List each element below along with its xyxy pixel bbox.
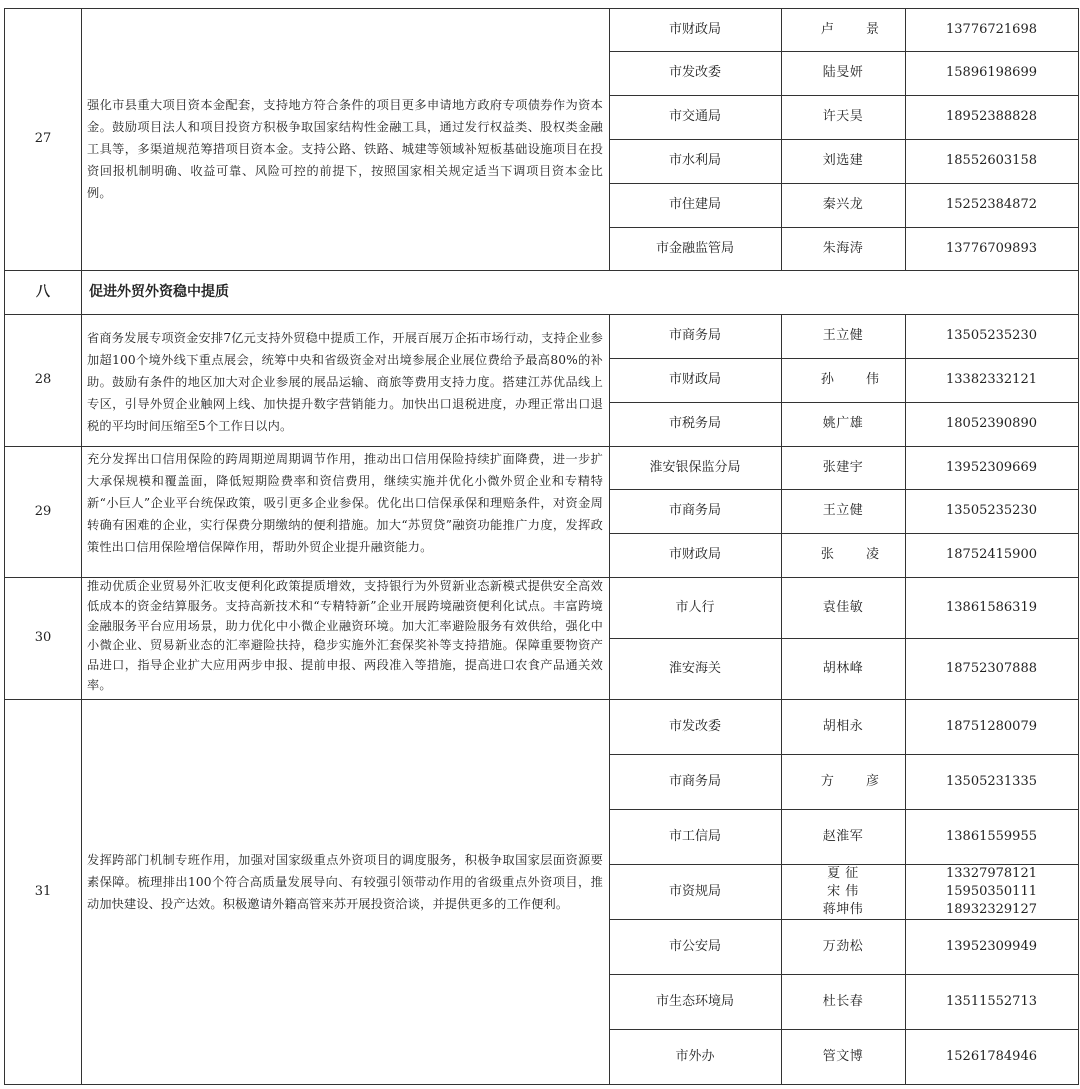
phone-number: 13861586319 bbox=[946, 599, 1037, 615]
phone-number: 18552603158 bbox=[946, 153, 1037, 168]
department: 市交通局 bbox=[668, 109, 721, 124]
department: 市发改委 bbox=[668, 65, 721, 80]
contact-name: 夏 征 bbox=[827, 865, 859, 881]
phone-number: 18932329127 bbox=[946, 901, 1037, 917]
contact-name: 胡相永 bbox=[822, 718, 864, 734]
row-number: 28 bbox=[34, 372, 52, 387]
phone-number: 15252384872 bbox=[946, 197, 1037, 212]
contact-name: 陆旻妍 bbox=[822, 65, 864, 80]
department: 市水利局 bbox=[668, 153, 721, 168]
contact-name: 宋 伟 bbox=[827, 883, 859, 899]
department: 市发改委 bbox=[668, 718, 721, 734]
policy-contact-table bbox=[4, 8, 1079, 1085]
phone-number: 13505235230 bbox=[946, 503, 1037, 518]
department: 市税务局 bbox=[668, 416, 721, 431]
phone-number-group bbox=[905, 864, 1078, 919]
phone-number: 18752307888 bbox=[946, 660, 1037, 676]
phone-number: 18752415900 bbox=[946, 547, 1037, 562]
row-number: 31 bbox=[34, 883, 52, 899]
col-divider bbox=[81, 8, 82, 1085]
department: 市商务局 bbox=[668, 773, 721, 789]
contact-name: 许天昊 bbox=[822, 109, 864, 124]
department: 淮安海关 bbox=[668, 660, 721, 676]
phone-number: 13327978121 bbox=[946, 865, 1037, 881]
department: 市财政局 bbox=[668, 372, 721, 387]
contact-name: 张 凌 bbox=[820, 547, 894, 562]
contact-name: 杜长春 bbox=[822, 993, 864, 1009]
department: 市住建局 bbox=[668, 197, 721, 212]
department: 市商务局 bbox=[668, 328, 721, 343]
phone-number: 13861559955 bbox=[946, 828, 1037, 844]
section-number: 八 bbox=[36, 284, 50, 300]
phone-number: 13776709893 bbox=[946, 240, 1037, 256]
contact-name: 朱海涛 bbox=[822, 240, 864, 256]
contact-name: 方 彦 bbox=[820, 773, 894, 789]
department: 市资规局 bbox=[668, 883, 721, 899]
department: 市外办 bbox=[675, 1048, 715, 1064]
policy-description: 推动优质企业贸易外汇收支便利化政策提质增效，支持银行为外贸新业态新模式提供安全高效低成本的资金结算服务。支持高新技术和“专精特新”企业开展跨境融资便利化试点。丰富跨境金融服务平台应用场景，助力优化中小微企业融资环境。加大汇率避险服务有效供给，强化中小微企业、贸易新业态的汇率避险扶持，稳步实施外汇套保奖补等支持措施。保障重要物资产品进口，指导企业扩大应用两步申报、提前申报、两段准入等措施，提高进口农食产品通关效率。 bbox=[87, 579, 603, 692]
phone-number: 13505235230 bbox=[946, 328, 1037, 343]
department: 淮安银保监分局 bbox=[649, 459, 741, 475]
contact-name: 袁佳敏 bbox=[822, 599, 864, 615]
contact-name: 蒋坤伟 bbox=[822, 901, 864, 917]
table-bottom-border bbox=[5, 1084, 1078, 1085]
phone-number: 18052390890 bbox=[946, 416, 1037, 431]
phone-number: 15896198699 bbox=[946, 65, 1037, 80]
policy-description: 省商务发展专项资金安排7亿元支持外贸稳中提质工作，开展百展万企拓市场行动，支持企业参加超100个境外线下重点展会，统筹中央和省级资金对出境参展企业展位费给予最高80%的补助。鼓励有条件的地区加大对企业参展的展品运输、商旅等费用支持力度。搭建江苏优品线上专区，引导外贸企业触网上线、加快提升数字营销能力。加快出口退税进度，办理正常出口退税的平均时间压缩至5个工作日以内。 bbox=[87, 331, 603, 433]
department: 市财政局 bbox=[668, 547, 721, 562]
phone-number: 18751280079 bbox=[946, 718, 1037, 734]
department: 市工信局 bbox=[668, 828, 721, 844]
phone-number: 15261784946 bbox=[946, 1048, 1037, 1064]
contact-name-group bbox=[781, 864, 905, 919]
row-number: 27 bbox=[34, 131, 52, 146]
policy-description: 充分发挥出口信用保险的跨周期逆周期调节作用，推动出口信用保险持续扩面降费，进一步扩大承保规模和覆盖面，降低短期险费率和资信费用，继续实施并优化小微外贸企业和专精特新“小巨人”企业平台统保政策，吸引更多企业参保。优化出口信保承保和理赔条件，对资金周转确有困难的企业，实行保费分期缴纳的便利措施。加大“苏贸贷”融资功能推广力度，发挥政策性出口信用保险增信保障作用，帮助外贸企业提升融资能力。 bbox=[87, 452, 603, 554]
contact-name: 秦兴龙 bbox=[822, 197, 864, 212]
phone-number: 13952309669 bbox=[946, 459, 1037, 475]
contact-name: 胡林峰 bbox=[822, 660, 864, 676]
department: 市公安局 bbox=[668, 938, 721, 954]
phone-number: 13511552713 bbox=[946, 993, 1037, 1009]
contact-name: 赵淮军 bbox=[822, 828, 864, 844]
department: 市金融监管局 bbox=[655, 240, 734, 256]
phone-number: 13505231335 bbox=[946, 773, 1037, 789]
department: 市人行 bbox=[675, 599, 715, 615]
contact-name: 卢 景 bbox=[820, 21, 894, 37]
phone-number: 15950350111 bbox=[946, 883, 1037, 899]
policy-description: 发挥跨部门机制专班作用，加强对国家级重点外资项目的调度服务，积极争取国家层面资源要素保障。梳理排出100个符合高质量发展导向、有较强引领带动作用的省级重点外资项目，推动加快建设、投产达效。积极邀请外籍高管来苏开展投资洽谈，并提供更多的工作便利。 bbox=[87, 853, 603, 911]
contact-name: 张建宇 bbox=[822, 459, 864, 475]
contact-name: 刘选建 bbox=[822, 153, 864, 168]
contact-name: 姚广雄 bbox=[822, 416, 864, 431]
phone-number: 13382332121 bbox=[946, 372, 1037, 387]
section-title: 促进外贸外资稳中提质 bbox=[89, 284, 229, 300]
contact-name: 管文博 bbox=[822, 1048, 864, 1064]
department: 市生态环境局 bbox=[655, 993, 734, 1009]
row-number: 29 bbox=[34, 503, 52, 519]
contact-name: 万劲松 bbox=[822, 938, 864, 954]
row-number: 30 bbox=[34, 630, 52, 645]
contact-name: 王立健 bbox=[822, 503, 864, 518]
contact-name: 孙 伟 bbox=[820, 372, 894, 387]
department: 市商务局 bbox=[668, 503, 721, 518]
policy-description: 强化市县重大项目资本金配套，支持地方符合条件的项目更多申请地方政府专项债券作为资本金。鼓励项目法人和项目投资方积极争取国家结构性金融工具，通过发行权益类、股权类金融工具等，多渠道规范筹措项目资本金。支持公路、铁路、城建等领域补短板基础设施项目在投资回报机制明确、收益可靠、风险可控的前提下，按照国家相关规定适当下调项目资本金比例。 bbox=[87, 98, 603, 200]
phone-number: 13776721698 bbox=[946, 21, 1037, 37]
phone-number: 18952388828 bbox=[946, 109, 1037, 124]
phone-number: 13952309949 bbox=[946, 938, 1037, 954]
contact-name: 王立健 bbox=[822, 328, 864, 343]
department: 市财政局 bbox=[668, 21, 721, 37]
